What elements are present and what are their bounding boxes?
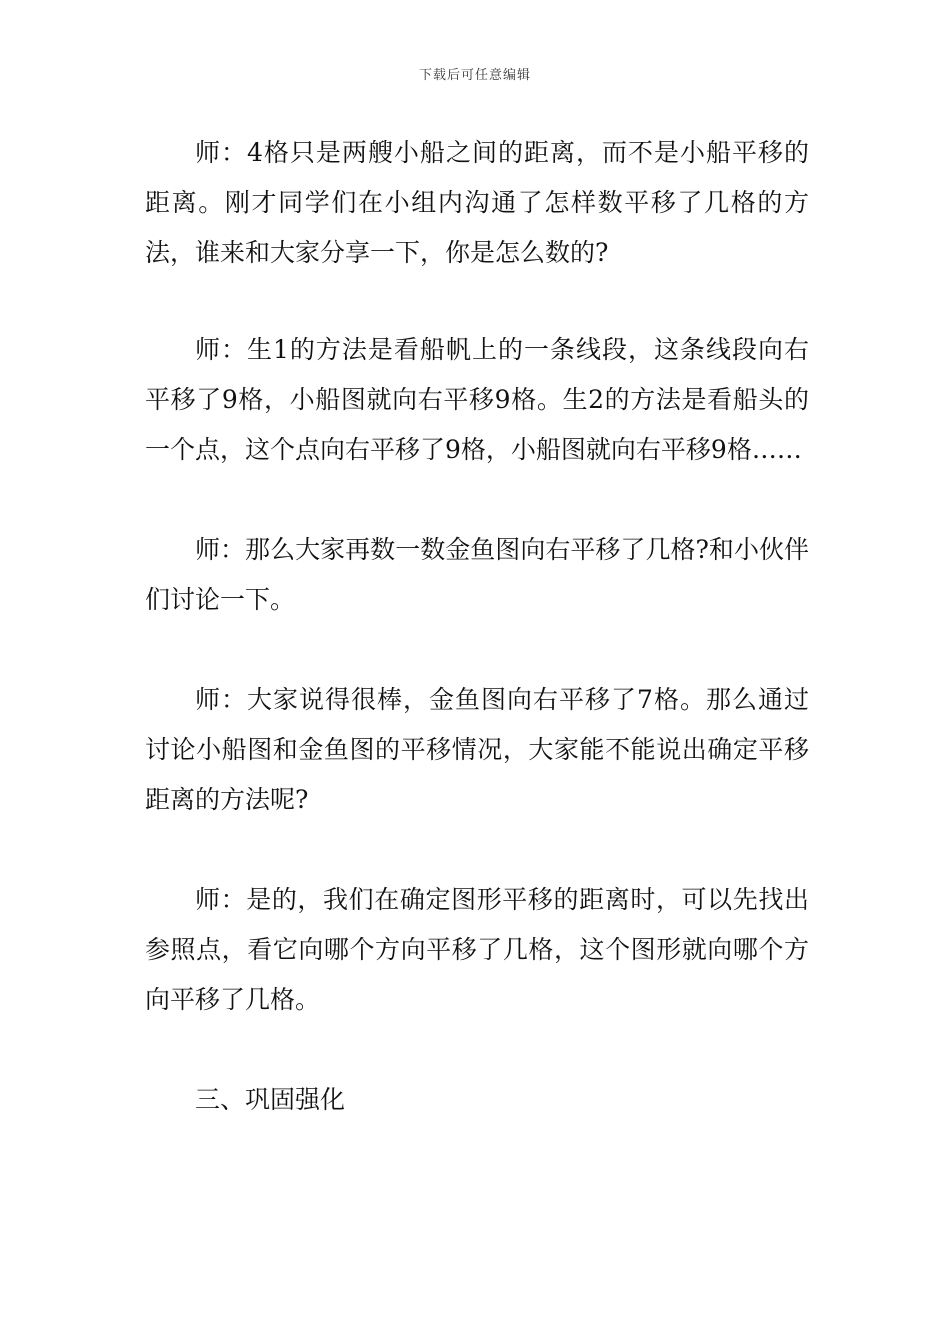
paragraph-5: 师：是的，我们在确定图形平移的距离时，可以先找出参照点，看它向哪个方向平移了几格，这个图形就向哪个方向平移了几格。 [145,885,809,1014]
paragraph-3: 师：那么大家再数一数金鱼图向右平移了几格?和小伙伴们讨论一下。 [145,535,809,614]
page-header: 下载后可任意编辑 [418,68,531,83]
paragraph-2: 师：生1的方法是看船帆上的一条线段，这条线段向右平移了9格，小船图就向右平移9格。生2的方法是看船头的一个点，这个点向右平移了9格，小船图就向右平移9格…… [145,335,809,464]
paragraph-1: 师：4格只是两艘小船之间的距离，而不是小船平移的距离。刚才同学们在小组内沟通了怎样数平移了几格的方法，谁来和大家分享一下，你是怎么数的? [145,138,809,267]
section-heading: 三、巩固强化 [195,1085,346,1114]
document-body [145,128,809,1125]
paragraph-4: 师：大家说得很棒，金鱼图向右平移了7格。那么通过讨论小船图和金鱼图的平移情况，大家能不能说出确定平移距离的方法呢? [145,685,809,814]
